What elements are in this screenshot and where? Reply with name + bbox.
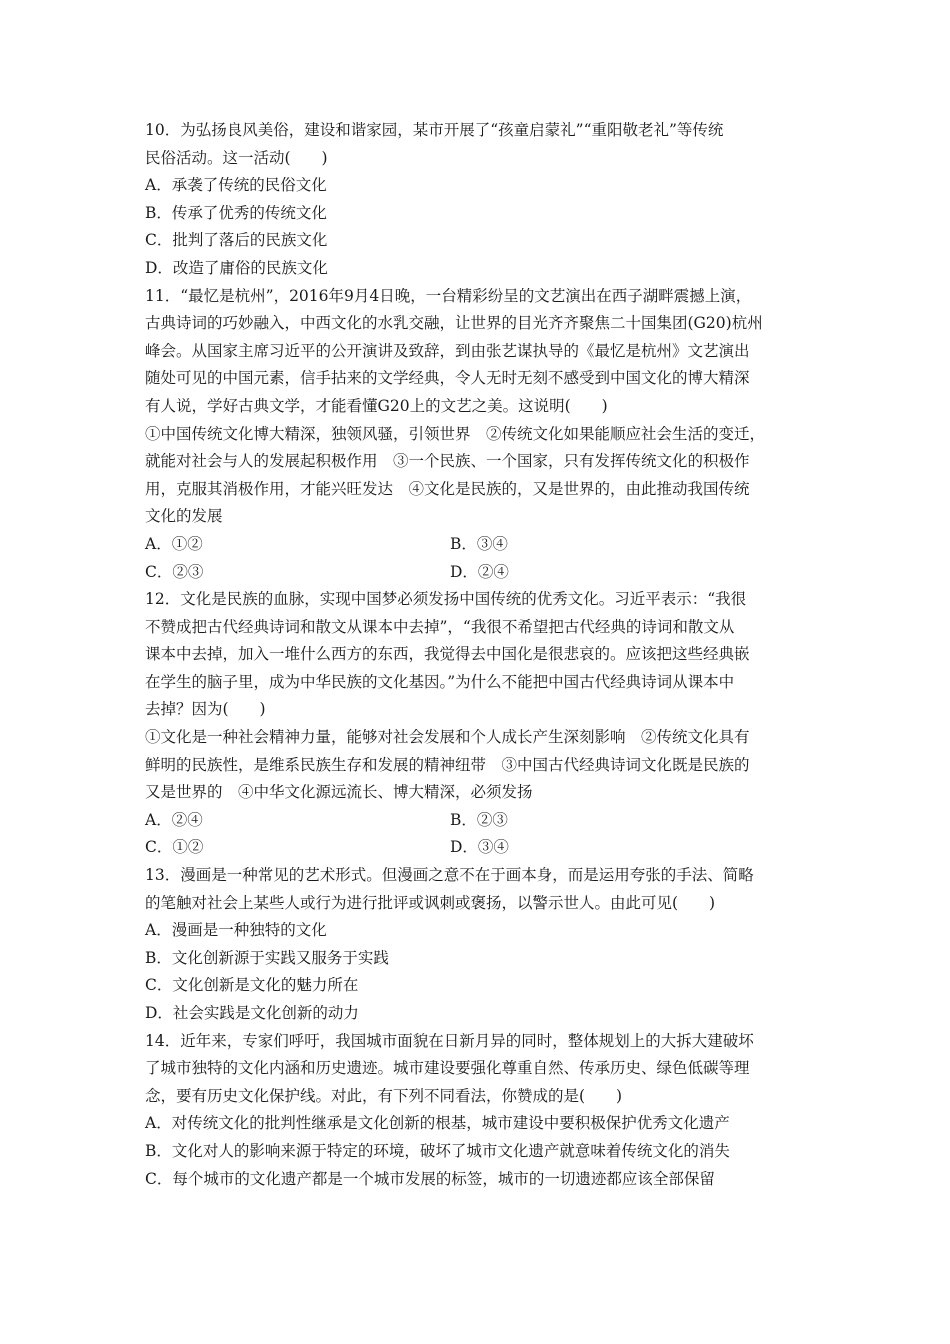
option-c: C．①② [145,838,204,857]
question-stem-line: 峰会。从国家主席习近平的公开演讲及致辞，到由张艺谋执导的《最忆是杭州》文艺演出 [145,341,750,360]
options-grid [145,531,825,586]
question-stem-line: ①文化是一种社会精神力量，能够对社会发展和个人成长产生深刻影响 ②传统文化具有 [145,728,750,747]
question-stem-line: 了城市独特的文化内涵和历史遗迹。城市建设要强化尊重自然、传承历史、绿色低碳等理 [145,1059,750,1078]
option-c: C．批判了落后的民族文化 [145,231,328,250]
question-stem-line: 去掉？因为( ) [145,700,266,719]
question-stem-line: 就能对社会与人的发展起积极作用 ③一个民族、一个国家，只有发挥传统文化的积极作 [145,452,750,471]
question-14 [145,1028,825,1194]
option-c: C．②③ [145,562,204,581]
question-stem-line: 10．为弘扬良风美俗，建设和谐家园，某市开展了“孩童启蒙礼”“重阳敬老礼”等传统 [145,121,724,139]
question-stem-line: 又是世界的 ④中华文化源远流长、博大精深，必须发扬 [145,783,533,802]
question-stem-line: 在学生的脑子里，成为中华民族的文化基因。”为什么不能把中国古代经典诗词从课本中 [145,672,735,691]
option-b: B．文化创新源于实践又服务于实践 [145,948,389,967]
question-stem-line: 13．漫画是一种常见的艺术形式。但漫画之意不在于画本身，而是运用夸张的手法、简略 [145,866,754,885]
options-grid [145,807,825,862]
option-a: A．承袭了传统的民俗文化 [145,176,327,195]
question-stem-line: 随处可见的中国元素，信手拈来的文学经典，令人无时无刻不感受到中国文化的博大精深 [145,369,750,388]
question-stem-line: 14．近年来，专家们呼吁，我国城市面貌在日新月异的同时，整体规划上的大拆大建破坏 [145,1031,754,1050]
question-stem-line: 12．文化是民族的血脉，实现中国梦必须发扬中国传统的优秀文化。习近平表示：“我很 [145,590,747,609]
option-b: B．传承了优秀的传统文化 [145,203,327,222]
question-stem-line: 念，要有历史文化保护线。对此，有下列不同看法，你赞成的是( ) [145,1086,623,1105]
question-stem-line: 鲜明的民族性，是维系民族生存和发展的精神纽带 ③中国古代经典诗词文化既是民族的 [145,755,750,774]
question-stem-line: 课本中去掉，加入一堆什么西方的东西，我觉得去中国化是很悲哀的。应该把这些经典嵌 [145,645,750,664]
question-10 [145,117,825,283]
option-c: C．每个城市的文化遗产都是一个城市发展的标签，城市的一切遗迹都应该全部保留 [145,1169,715,1188]
option-d: D．②④ [450,562,509,581]
option-b: B．文化对人的影响来源于特定的环境，破坏了城市文化遗产就意味着传统文化的消失 [145,1141,730,1160]
question-stem-line: 文化的发展 [145,507,223,526]
option-b: B．②③ [450,810,508,829]
option-a: A．②④ [145,810,203,829]
option-a: A．漫画是一种独特的文化 [145,921,327,940]
question-stem-line: 11．“最忆是杭州”，2016年9月4日晚，一台精彩纷呈的文艺演出在西子湖畔震撼上演， [145,286,752,305]
question-11 [145,283,825,587]
question-stem-line: ①中国传统文化博大精深，独领风骚，引领世界 ②传统文化如果能顺应社会生活的变迁， [145,424,766,443]
option-a: A．对传统文化的批判性继承是文化创新的根基，城市建设中要积极保护优秀文化遗产 [145,1114,730,1133]
option-b: B．③④ [450,534,508,553]
question-stem-line: 用，克服其消极作用，才能兴旺发达 ④文化是民族的，又是世界的，由此推动我国传统 [145,479,750,498]
option-d: D．③④ [450,838,509,857]
question-stem-line: 的笔触对社会上某些人或行为进行批评或讽刺或褒扬，以警示世人。由此可见( ) [145,893,716,912]
question-stem-line: 古典诗词的巧妙融入，中西文化的水乳交融，让世界的目光齐齐聚焦二十国集团(G20)杭州 [145,314,763,333]
option-c: C．文化创新是文化的魅力所在 [145,976,359,995]
question-stem-line: 有人说，学好古典文学，才能看懂G20上的文艺之美。这说明( ) [145,396,608,415]
question-list [145,117,825,1193]
option-d: D．社会实践是文化创新的动力 [145,1004,359,1022]
question-12 [145,586,825,862]
question-stem-line: 不赞成把古代经典诗词和散文从课本中去掉”，“我很不希望把古代经典的诗词和散文从 [145,617,735,636]
option-d: D．改造了庸俗的民族文化 [145,258,328,277]
question-stem-line: 民俗活动。这一活动( ) [145,148,328,167]
option-a: A．①② [145,534,203,553]
question-13 [145,862,825,1028]
